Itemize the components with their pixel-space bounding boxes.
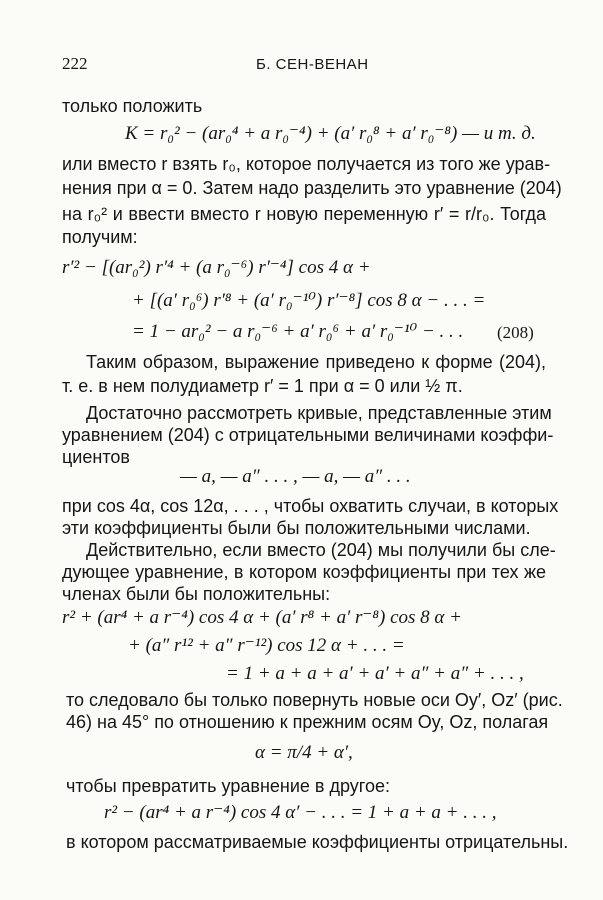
text-line: в котором рассматриваемые коэффициенты отрицательны. (66, 832, 569, 852)
text-line: эти коэффициенты были бы положительными числами. (62, 518, 531, 538)
text-line: Действительно, если вместо (204) мы получили бы сле- (86, 540, 556, 560)
text-line: Таким образом, выражение приведено к форме (204), (86, 352, 546, 372)
text-line: дующее уравнение, в котором коэффициенты при тех же (62, 562, 546, 582)
equation-line: r² + (ar⁴ + a r⁻⁴) cos 4 α + (a′ r⁸ + a′ r⁻⁸) cos 8 α + (62, 607, 462, 628)
text-line: циентов (62, 447, 130, 467)
text-line: на r₀² и ввести вместо r новую переменную r′ = r/r₀. Тогда (62, 204, 546, 224)
text-line: только положить (62, 96, 203, 116)
text-line: уравнением (204) с отрицательными величинами коэффи- (62, 425, 554, 445)
equation-line: = 1 − ar₀² − a r₀⁻⁶ + a′ r₀⁶ + a′ r₀⁻¹⁰ − . . . (132, 321, 464, 342)
text-line: то следовало бы только повернуть новые оси Oy′, Oz′ (рис. (66, 690, 563, 710)
equation-line: — a, — a″ . . . , — a, — a″ . . . (180, 466, 411, 487)
equation-line: r² − (ar⁴ + a r⁻⁴) cos 4 α′ − . . . = 1 + a + a + . . . , (104, 802, 497, 823)
text-line: т. е. в нем полудиаметр r′ = 1 при α = 0 или ½ π. (62, 376, 463, 396)
equation-line: α = π/4 + α′, (255, 742, 353, 763)
text-line: при cos 4α, cos 12α, . . . , чтобы охватить случаи, в которых (62, 496, 559, 516)
equation-line: r′² − [(ar₀²) r′⁴ + (a r₀⁻⁶) r′⁻⁴] cos 4 α + (62, 257, 371, 278)
text-line: получим: (62, 227, 138, 247)
text-line: 46) на 45° по отношению к прежним осям Oy, Oz, полагая (66, 712, 549, 732)
running-head: Б. СЕН-ВЕНАН (256, 56, 369, 73)
equation-line: = 1 + a + a + a′ + a′ + a″ + a″ + . . . , (226, 663, 524, 684)
equation-line: + [(a′ r₀⁶) r′⁸ + (a′ r₀⁻¹⁰) r′⁻⁸] cos 8 α − . . . = (132, 290, 486, 311)
text-line: Достаточно рассмотреть кривые, представленные этим (86, 403, 552, 423)
equation-number: (208) (497, 323, 534, 342)
page-number: 222 (62, 54, 88, 73)
equation-line: + (a″ r¹² + a″ r⁻¹²) cos 12 α + . . . = (128, 635, 405, 656)
equation-line: K = r₀² − (ar₀⁴ + a r₀⁻⁴) + (a′ r₀⁸ + a′ r₀⁻⁸) — и т. д. (125, 123, 536, 144)
text-line: или вместо r взять r₀, которое получается из того же урав- (62, 154, 551, 174)
text-line: чтобы превратить уравнение в другое: (66, 776, 390, 796)
text-line: нения при α = 0. Затем надо разделить это уравнение (204) (62, 178, 562, 198)
text-line: членах были бы положительны: (62, 584, 331, 604)
